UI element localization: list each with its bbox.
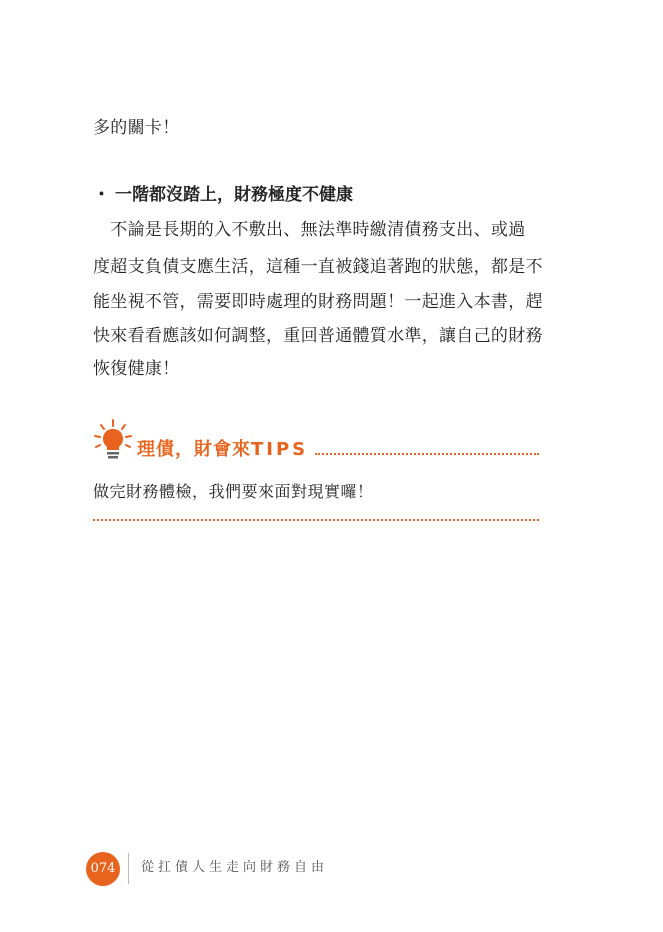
tips-title <box>137 440 308 460</box>
footer-divider <box>128 853 129 884</box>
body-text-line: 快來看看應該如何調整，重回普通體質水準，讓自己的財務 <box>93 326 543 346</box>
tips-bottom-dotted-rule <box>93 519 539 521</box>
body-text-line: 能坐視不管，需要即時處理的財務問題！一起進入本書，趕 <box>93 292 543 312</box>
body-text-line: 恢復健康！ <box>93 359 180 379</box>
body-text-line: 不論是長期的入不敷出、無法準時繳清債務支出、或過 <box>93 220 526 240</box>
lightbulb-icon <box>93 418 133 462</box>
tips-header <box>93 418 539 462</box>
body-text-line: 度超支負債支應生活，這種一直被錢追著跑的狀態，都是不 <box>93 257 543 277</box>
tips-title-en: TIPS <box>251 439 309 460</box>
heading-text: 一階都沒踏上，財務極度不健康 <box>115 185 353 205</box>
tips-dotted-rule <box>315 453 539 455</box>
body-text-line: 多的關卡！ <box>93 118 180 138</box>
tips-title-cn: 理債，財會來 <box>137 439 251 460</box>
running-footer-title: 從扛債人生走向財務自由 <box>141 860 329 875</box>
tips-text: 做完財務體檢，我們要來面對現實囉！ <box>93 482 374 501</box>
section-heading <box>93 185 353 205</box>
page-number: 074 <box>86 852 120 886</box>
heading-bullet: ・ <box>93 185 110 205</box>
